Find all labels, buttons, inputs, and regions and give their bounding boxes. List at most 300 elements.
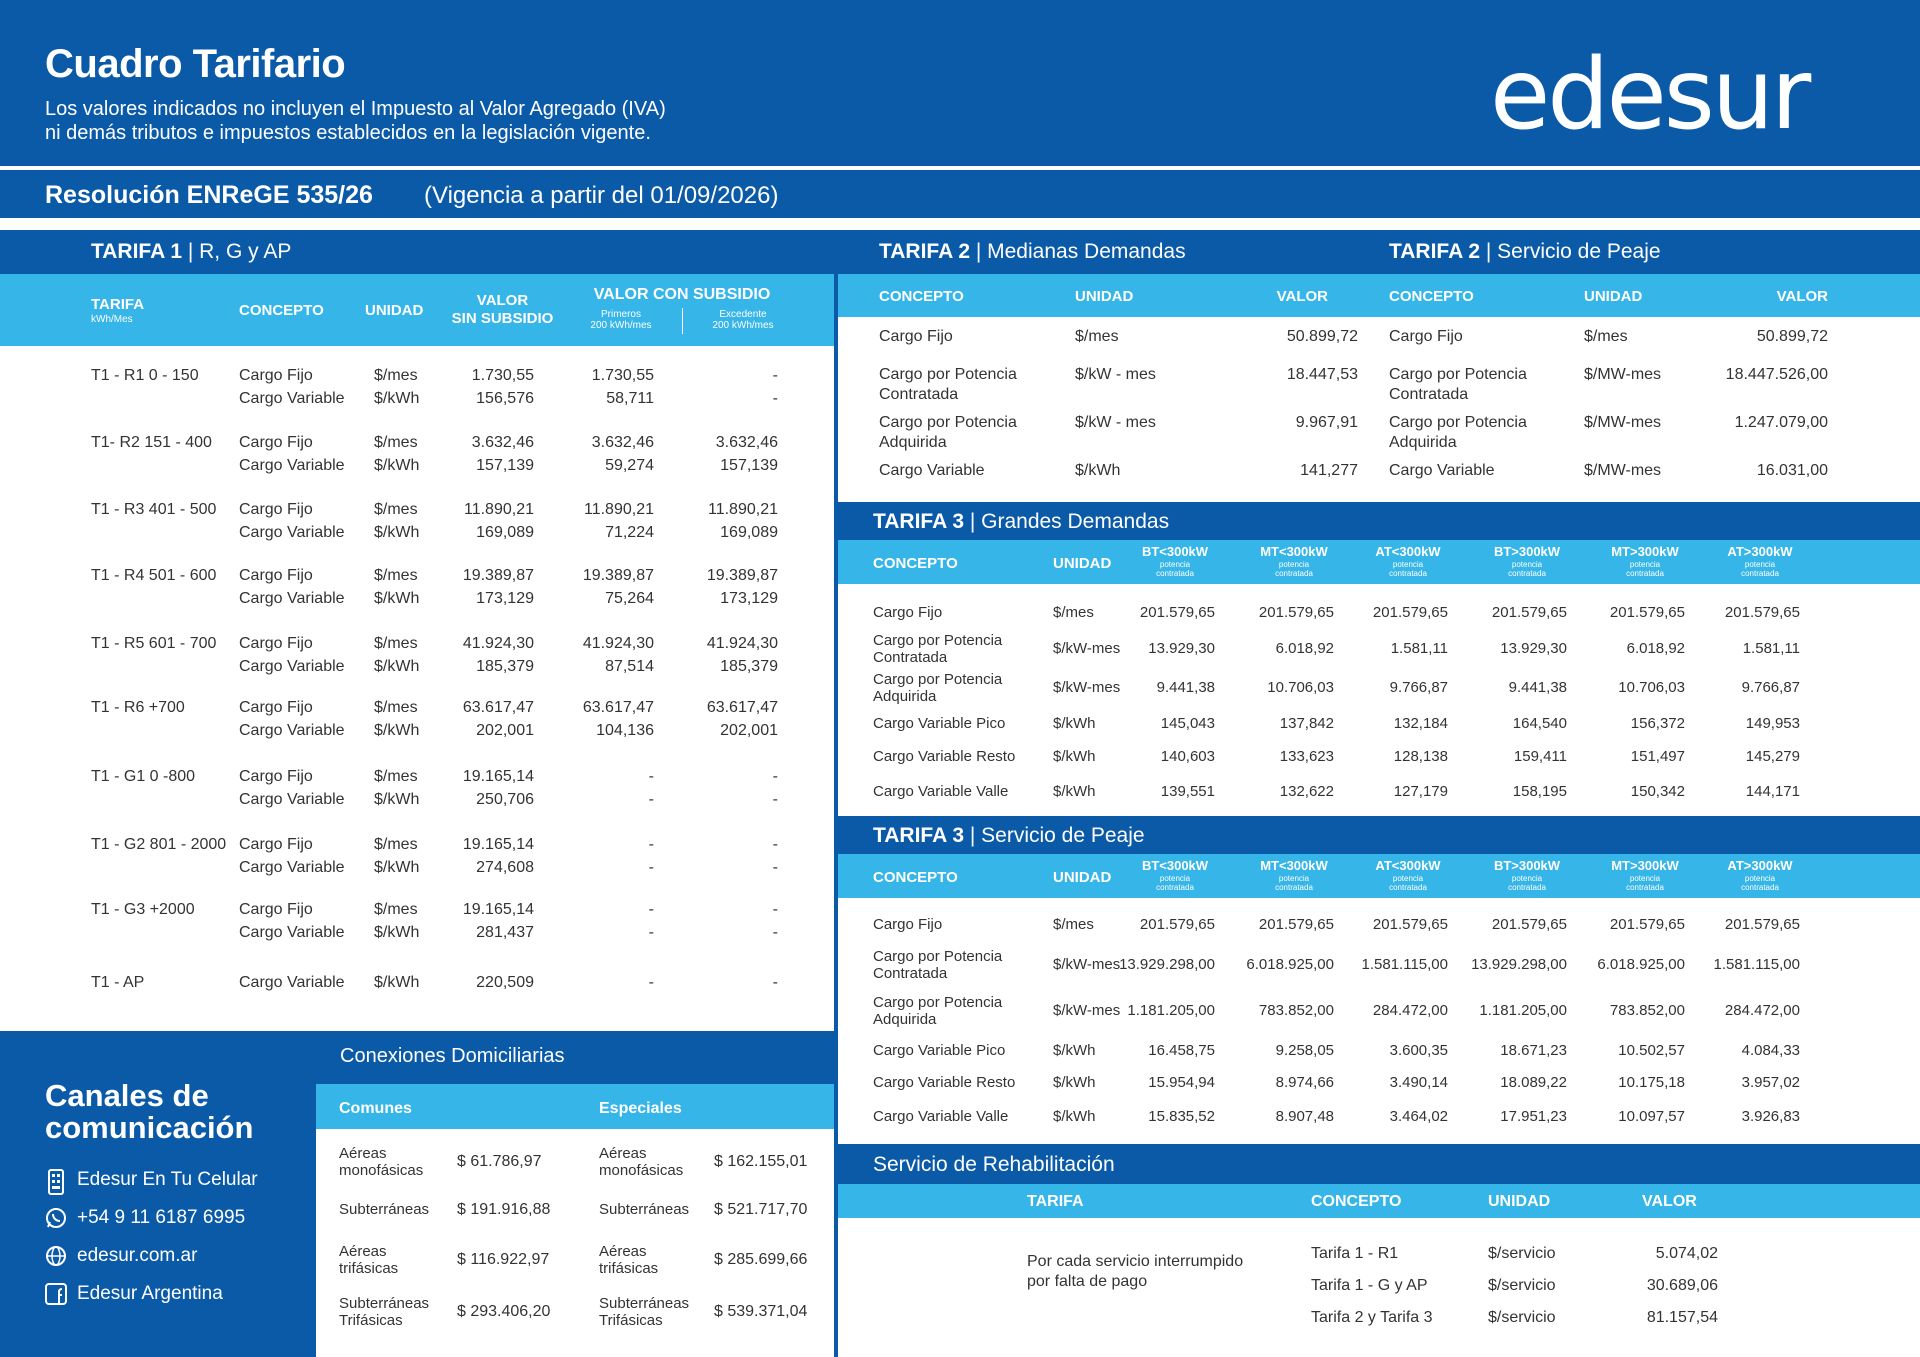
t3-col-at-300kw: AT>300kW [1727,858,1793,873]
t1-row-unidad: $/kWh [374,390,420,407]
t3-row-valor: 9.258,05 [1275,1042,1334,1059]
t3-row-valor: 6.018.925,00 [1246,956,1334,973]
conexion-especial-valor: $ 162.155,01 [714,1153,808,1170]
canal-label: Edesur En Tu Celular [77,1169,258,1190]
t2-row-valor: 18.447,53 [1286,366,1358,383]
t3-col-sub: potencia contratada [1389,874,1427,892]
rehab-row-valor: 30.689,06 [1646,1277,1718,1294]
tarifa3-grandes-header-row [838,540,1920,584]
t3-row-unidad: $/kW-mes [1053,640,1121,657]
t2-row-valor: 50.899,72 [1756,328,1828,345]
t3-row-valor: 10.175,18 [1618,1074,1685,1091]
t3-row-valor: 4.084,33 [1741,1042,1800,1059]
t3-col-mt-300kw: MT>300kW [1611,858,1679,873]
conexion-especial-tipo: Aéreas trifásicas [599,1243,659,1277]
conexion-especial-valor: $ 285.699,66 [714,1251,808,1268]
t3-row-valor: 1.581.115,00 [1713,956,1800,973]
t1-row-valor-excedente: 185,379 [720,658,778,675]
t3-row-valor: 1.181.205,00 [1127,1002,1215,1019]
t1-row-concepto: Cargo Variable [239,859,345,876]
t1-row-valor-primeros: - [648,974,654,991]
t3-row-unidad: $/kWh [1053,1042,1096,1059]
t1-row-concepto: Cargo Variable [239,722,345,739]
t1-row-valor-excedente: 173,129 [720,590,778,607]
t3-row-valor: 9.441,38 [1508,679,1567,696]
t1-col-valor: VALOR [476,292,529,309]
t3-row-valor: 132,622 [1279,783,1334,800]
canal-label: +54 9 11 6187 6995 [77,1207,246,1228]
t3-row-valor: 6.018,92 [1275,640,1334,657]
t3-col-sub: potencia contratada [1626,560,1664,578]
t3-col-mt-300kw: MT>300kW [1611,544,1679,559]
t1-row-valor-primeros: - [648,901,654,918]
t1-row-valor-excedente: - [772,974,778,991]
t3-row-valor: 3.490,14 [1389,1074,1448,1091]
t3-row-valor: 15.835,52 [1148,1108,1215,1125]
t2-row-concepto: Cargo por Potencia Contratada [879,366,1017,403]
t2-row-valor: 141,277 [1300,462,1358,479]
t1-row-concepto: Cargo Fijo [239,635,313,652]
t1-row-valor-sin-subsidio: 185,379 [476,658,534,675]
t1-row-valor-primeros: 3.632,46 [591,434,654,451]
t1-col-concepto: CONCEPTO [239,302,324,319]
t3-col-sub: potencia contratada [1508,560,1546,578]
t1-row-concepto: Cargo Fijo [239,699,313,716]
conexion-especial-valor: $ 539.371,04 [714,1303,808,1320]
t1-row-unidad: $/mes [374,901,418,918]
t1-row-valor-excedente: - [772,836,778,853]
t1-col-tarifa: TARIFA [91,296,145,313]
t1-row-concepto: Cargo Variable [239,791,345,808]
t2-row-concepto: Cargo Fijo [1389,328,1463,345]
t3-row-valor: 9.766,87 [1741,679,1800,696]
t2-row-valor: 50.899,72 [1286,328,1358,345]
t1-col-primeros: Primeros 200 kWh/mes [590,309,652,331]
t3-row-concepto: Cargo Variable Resto [873,1074,1016,1091]
t3-row-unidad: $/kWh [1053,1074,1096,1091]
canal-label: Edesur Argentina [77,1283,223,1304]
t3-row-valor: 18.671,23 [1500,1042,1567,1059]
rehab-header-row [838,1184,1920,1218]
t3-row-valor: 151,497 [1630,748,1685,765]
rehab-row-unidad: $/servicio [1488,1309,1556,1326]
tarifa3-grandes-table-body [838,584,1920,816]
t2-row-unidad: $/kW - mes [1075,366,1156,383]
rehab-row-tarifa: Tarifa 1 - G y AP [1311,1277,1428,1294]
t2m-col-unidad: UNIDAD [1075,288,1134,305]
t3-row-concepto: Cargo por Potencia Contratada [873,948,1003,982]
t1-row-tarifa: T1 - G3 +2000 [91,901,195,918]
t1-row-unidad: $/kWh [374,658,420,675]
t1-col-excedente: Excedente 200 kWh/mes [712,309,774,331]
canal-item[interactable] [45,1241,197,1271]
t3-row-valor: 10.706,03 [1618,679,1685,696]
t1-row-valor-sin-subsidio: 157,139 [476,457,534,474]
t2-row-concepto: Cargo Fijo [879,328,953,345]
conexion-comun-valor: $ 116.922,97 [457,1251,550,1268]
t1-row-unidad: $/mes [374,567,418,584]
rehab-row-tarifa: Tarifa 1 - R1 [1311,1245,1399,1262]
t3-row-valor: 201.579,65 [1372,604,1448,621]
t2-row-concepto: Cargo por Potencia Adquirida [1389,414,1527,451]
t3-row-valor: 201.579,65 [1258,604,1334,621]
t1-row-valor-primeros: 1.730,55 [591,367,654,384]
rehab-title: Servicio de Rehabilitación [873,1153,1115,1176]
t1-row-unidad: $/kWh [374,590,420,607]
t3-row-concepto: Cargo por Potencia Contratada [873,632,1003,666]
t3-row-concepto: Cargo Variable Resto [873,748,1016,765]
conexiones-col-especiales: Especiales [599,1100,682,1117]
t1-row-unidad: $/kWh [374,791,420,808]
t1-row-valor-excedente: 169,089 [720,524,778,541]
t1-row-unidad: $/mes [374,367,418,384]
t1-row-valor-sin-subsidio: 19.165,14 [462,836,534,853]
t2-row-concepto: Cargo por Potencia Contratada [1389,366,1527,403]
t2-row-valor: 1.247.079,00 [1734,414,1828,431]
t2-row-valor: 18.447.526,00 [1725,366,1828,383]
tarifa2-table-body [838,317,1920,502]
t1-row-tarifa: T1 - AP [91,974,145,991]
t1-row-valor-sin-subsidio: 250,706 [476,791,534,808]
t3-col-bt-300kw: BT<300kW [1141,544,1209,559]
tarifa3-peaje-header-row [838,854,1920,898]
edesur-logo: edesur [1490,38,1809,152]
t3-row-valor: 201.579,65 [1491,604,1567,621]
tarifa1-table-body [0,346,834,1031]
rehab-row-tarifa: Tarifa 2 y Tarifa 3 [1311,1309,1433,1326]
t3-row-unidad: $/kW-mes [1053,679,1121,696]
t3-row-valor: 13.929.298,00 [1119,956,1215,973]
t1-row-tarifa: T1 - R6 +700 [91,699,185,716]
t1-row-concepto: Cargo Variable [239,924,345,941]
conexion-comun-valor: $ 191.916,88 [457,1201,551,1218]
tarifa3-peaje-title-bar [838,816,1920,854]
t2-row-unidad: $/MW-mes [1584,462,1662,479]
t3-col-bt-300kw: BT>300kW [1493,858,1561,873]
t1-row-concepto: Cargo Fijo [239,901,313,918]
t1-row-valor-sin-subsidio: 19.165,14 [462,901,534,918]
t1-row-valor-primeros: 63.617,47 [582,699,654,716]
phone-icon [45,1169,67,1191]
t1-row-valor-primeros: 87,514 [605,658,654,675]
t1-row-valor-excedente: - [772,791,778,808]
t3-row-valor: 139,551 [1160,783,1215,800]
t1-row-valor-excedente: 11.890,21 [708,501,778,518]
t3-row-valor: 164,540 [1512,715,1567,732]
t2-row-unidad: $/kWh [1075,462,1121,479]
t3-row-valor: 201.579,65 [1139,916,1215,933]
t1-row-concepto: Cargo Variable [239,390,345,407]
t1-row-unidad: $/kWh [374,859,420,876]
t1-col-valor-sin-subsidio: SIN SUBSIDIO [451,310,554,327]
conexiones-col-comunes: Comunes [339,1100,412,1117]
t3-row-valor: 6.018.925,00 [1597,956,1685,973]
t3-row-unidad: $/kWh [1053,783,1096,800]
t1-row-concepto: Cargo Variable [239,974,345,991]
t3-col-sub: potencia contratada [1156,874,1194,892]
t1-row-valor-excedente: 3.632,46 [715,434,778,451]
globe-icon [45,1245,67,1267]
t3-col-concepto: CONCEPTO [873,869,958,886]
t3-row-valor: 159,411 [1513,748,1567,765]
conexion-comun-valor: $ 293.406,20 [457,1303,551,1320]
t2-row-concepto: Cargo Variable [1389,462,1495,479]
t3-row-valor: 201.579,65 [1139,604,1215,621]
t1-row-valor-sin-subsidio: 19.165,14 [462,768,534,785]
t2-row-concepto: Cargo Variable [879,462,985,479]
t3-col-sub: potencia contratada [1389,560,1427,578]
t3-row-valor: 783.852,00 [1609,1002,1685,1019]
t1-row-valor-primeros: 59,274 [605,457,654,474]
t1-row-valor-excedente: - [772,859,778,876]
t3-row-valor: 201.579,65 [1609,916,1685,933]
t3-col-sub: potencia contratada [1626,874,1664,892]
t3-row-valor: 1.581,11 [1742,640,1800,657]
conexion-comun-tipo: Subterráneas [339,1201,430,1218]
t1-row-concepto: Cargo Variable [239,658,345,675]
t3-col-bt-300kw: BT<300kW [1141,858,1209,873]
rehab-title-bar [838,1144,1920,1184]
t1-row-valor-sin-subsidio: 173,129 [476,590,534,607]
t3-row-valor: 9.766,87 [1389,679,1448,696]
tarifa1-title: TARIFA 1 | R, G y AP [91,240,292,263]
t1-row-valor-primeros: 41.924,30 [582,635,654,652]
t3-row-valor: 17.951,23 [1500,1108,1567,1125]
page-subtitle-line1: Los valores indicados no incluyen el Impuesto al Valor Agregado (IVA) [45,98,666,120]
t3-row-valor: 8.907,48 [1275,1108,1334,1125]
t1-row-unidad: $/mes [374,635,418,652]
rehab-table-body [838,1218,1920,1357]
t1-row-valor-excedente: - [772,768,778,785]
t1-row-valor-primeros: - [648,768,654,785]
t1-row-concepto: Cargo Fijo [239,434,313,451]
tarifa3-grandes-title: TARIFA 3 | Grandes Demandas [873,510,1170,533]
t3-col-unidad: UNIDAD [1053,555,1112,572]
t2p-col-concepto: CONCEPTO [1389,288,1474,305]
conexion-comun-tipo: Aéreas monofásicas [339,1145,424,1179]
t1-row-valor-sin-subsidio: 3.632,46 [471,434,534,451]
t2-row-valor: 9.967,91 [1295,414,1358,431]
tarifa2-header-row [838,274,1920,317]
t3-row-valor: 8.974,66 [1275,1074,1334,1091]
t1-row-valor-primeros: 58,711 [606,390,654,407]
t2m-col-valor: VALOR [1276,288,1328,305]
rehab-row-valor: 5.074,02 [1655,1245,1718,1262]
t1-row-concepto: Cargo Fijo [239,836,313,853]
t3-row-concepto: Cargo Variable Pico [873,715,1006,732]
t1-row-valor-primeros: 11.890,21 [584,501,654,518]
t1-row-valor-sin-subsidio: 281,437 [476,924,534,941]
t3-col-mt-300kw: MT<300kW [1260,858,1328,873]
t1-row-concepto: Cargo Fijo [239,768,313,785]
t1-row-unidad: $/kWh [374,722,420,739]
t3-row-valor: 201.579,65 [1372,916,1448,933]
t1-row-valor-sin-subsidio: 169,089 [476,524,534,541]
t1-row-valor-primeros: - [648,859,654,876]
t3-row-valor: 128,138 [1393,748,1448,765]
t3-row-valor: 1.581,11 [1390,640,1448,657]
t1-row-unidad: $/kWh [374,524,420,541]
t2m-col-concepto: CONCEPTO [879,288,964,305]
whatsapp-icon [45,1207,67,1229]
t1-row-valor-excedente: - [772,367,778,384]
conexion-especial-valor: $ 521.717,70 [714,1201,808,1218]
rehab-row-valor: 81.157,54 [1646,1309,1718,1326]
t1-row-tarifa: T1 - R3 401 - 500 [91,501,217,518]
t1-row-valor-excedente: 202,001 [720,722,778,739]
t3-row-valor: 3.957,02 [1741,1074,1800,1091]
t2p-col-unidad: UNIDAD [1584,288,1643,305]
t3-col-sub: potencia contratada [1508,874,1546,892]
t1-row-concepto: Cargo Variable [239,457,345,474]
t1-row-tarifa: T1 - R4 501 - 600 [91,567,217,584]
t1-row-valor-sin-subsidio: 1.730,55 [471,367,534,384]
conexiones-title: Conexiones Domiciliarias [340,1045,565,1067]
t2-row-valor: 16.031,00 [1756,462,1828,479]
t3-row-concepto: Cargo Variable Valle [873,1108,1009,1125]
t3-row-valor: 150,342 [1630,783,1685,800]
t1-col-unidad: UNIDAD [365,302,424,319]
t3-row-valor: 201.579,65 [1491,916,1567,933]
t3-col-at-300kw: AT<300kW [1375,858,1441,873]
t3-row-valor: 1.181.205,00 [1479,1002,1567,1019]
t3-row-valor: 10.706,03 [1267,679,1334,696]
facebook-icon [45,1283,67,1305]
t1-row-valor-sin-subsidio: 19.389,87 [462,567,534,584]
t1-row-unidad: $/kWh [374,974,420,991]
t1-row-unidad: $/mes [374,434,418,451]
page-title: Cuadro Tarifario [45,42,346,86]
t3-row-concepto: Cargo por Potencia Adquirida [873,671,1003,705]
conexion-especial-tipo: Subterráneas Trifásicas [599,1295,690,1329]
t3-col-at-300kw: AT>300kW [1727,544,1793,559]
t3-row-valor: 158,195 [1512,783,1567,800]
t3-row-unidad: $/kWh [1053,715,1096,732]
page-subtitle-line2: ni demás tributos e impuestos establecidos en la legislación vigente. [45,122,651,144]
t1-row-tarifa: T1 - R5 601 - 700 [91,635,217,652]
t3-row-valor: 13.929,30 [1500,640,1567,657]
tarifa2-peaje-title: TARIFA 2 | Servicio de Peaje [1389,240,1661,263]
t3-row-valor: 13.929.298,00 [1471,956,1567,973]
resolution-validity: (Vigencia a partir del 01/09/2026) [424,182,779,209]
tarifa3-peaje-title: TARIFA 3 | Servicio de Peaje [873,824,1145,847]
t3-row-valor: 145,279 [1745,748,1800,765]
t3-row-concepto: Cargo por Potencia Adquirida [873,994,1003,1028]
t1-row-valor-primeros: 104,136 [596,722,654,739]
t1-col-tarifa-sub: kWh/Mes [91,314,133,325]
t1-col-con-subsidio: VALOR CON SUBSIDIO [593,286,771,303]
t1-row-unidad: $/mes [374,768,418,785]
t3-row-unidad: $/kW-mes [1053,1002,1121,1019]
t1-row-valor-excedente: 19.389,87 [706,567,778,584]
t1-row-valor-sin-subsidio: 274,608 [476,859,534,876]
t3-row-valor: 9.441,38 [1156,679,1215,696]
t3-row-valor: 3.926,83 [1741,1108,1800,1125]
canal-item[interactable] [45,1203,245,1233]
t3-col-sub: potencia contratada [1156,560,1194,578]
t3-row-valor: 201.579,65 [1724,916,1800,933]
t1-row-tarifa: T1 - G2 801 - 2000 [91,836,227,853]
t1-row-concepto: Cargo Fijo [239,367,313,384]
t3-row-concepto: Cargo Fijo [873,604,943,621]
canal-item[interactable] [45,1165,258,1195]
t3-row-unidad: $/kW-mes [1053,956,1121,973]
t1-row-valor-excedente: 41.924,30 [706,635,778,652]
t3-row-valor: 145,043 [1160,715,1215,732]
canales-title: Canales de comunicación [45,1078,254,1145]
t2-row-unidad: $/mes [1075,328,1119,345]
t1-row-concepto: Cargo Variable [239,590,345,607]
t3-row-valor: 133,623 [1279,748,1334,765]
tarifa3-peaje-table-body [838,898,1920,1144]
t3-row-valor: 15.954,94 [1148,1074,1215,1091]
rehab-col-concepto: CONCEPTO [1311,1193,1402,1210]
t3-col-sub: potencia contratada [1275,560,1313,578]
t3-row-concepto: Cargo Variable Pico [873,1042,1006,1059]
t1-row-valor-excedente: - [772,901,778,918]
t2p-col-valor: VALOR [1776,288,1828,305]
t1-row-valor-primeros: - [648,836,654,853]
t2-row-unidad: $/kW - mes [1075,414,1156,431]
t3-row-valor: 201.579,65 [1724,604,1800,621]
rehab-col-tarifa: TARIFA [1027,1193,1084,1210]
t1-row-valor-excedente: - [772,924,778,941]
t1-row-valor-primeros: 71,224 [605,524,654,541]
t2-row-unidad: $/MW-mes [1584,414,1662,431]
t3-col-bt-300kw: BT>300kW [1493,544,1561,559]
conexion-especial-tipo: Aéreas monofásicas [599,1145,684,1179]
t3-col-sub: potencia contratada [1275,874,1313,892]
canal-item[interactable] [45,1279,223,1309]
t3-row-valor: 3.600,35 [1389,1042,1448,1059]
rehab-description: Por cada servicio interrumpido por falta de pago [1027,1253,1244,1290]
t3-row-valor: 10.097,57 [1618,1108,1685,1125]
t1-row-valor-sin-subsidio: 11.890,21 [464,501,534,518]
t3-row-valor: 201.579,65 [1258,916,1334,933]
t3-col-concepto: CONCEPTO [873,555,958,572]
t3-row-valor: 3.464,02 [1389,1108,1448,1125]
t1-row-valor-primeros: 75,264 [605,590,654,607]
rehab-row-unidad: $/servicio [1488,1277,1556,1294]
t2-row-concepto: Cargo por Potencia Adquirida [879,414,1017,451]
t1-row-unidad: $/mes [374,699,418,716]
t3-row-valor: 132,184 [1393,715,1448,732]
t1-row-valor-sin-subsidio: 41.924,30 [462,635,534,652]
t1-row-valor-excedente: - [772,390,778,407]
t1-col-divider [682,308,683,334]
t3-row-unidad: $/mes [1053,916,1094,933]
tarifa2-medianas-title: TARIFA 2 | Medianas Demandas [879,240,1186,263]
conexion-comun-valor: $ 61.786,97 [457,1153,542,1170]
t3-col-sub: potencia contratada [1741,874,1779,892]
t3-row-valor: 10.502,57 [1618,1042,1685,1059]
t1-row-concepto: Cargo Variable [239,524,345,541]
t1-row-valor-primeros: 19.389,87 [582,567,654,584]
rehab-col-unidad: UNIDAD [1488,1193,1551,1210]
t1-row-valor-excedente: 63.617,47 [706,699,778,716]
t3-row-unidad: $/kWh [1053,1108,1096,1125]
tarifa2-title-bar [838,230,1920,274]
t3-row-valor: 137,842 [1279,715,1334,732]
t1-row-tarifa: T1 - R1 0 - 150 [91,367,199,384]
t3-row-unidad: $/mes [1053,604,1094,621]
t1-row-valor-excedente: 157,139 [720,457,778,474]
t3-row-unidad: $/kWh [1053,748,1096,765]
t3-col-mt-300kw: MT<300kW [1260,544,1328,559]
t3-row-valor: 284.472,00 [1372,1002,1448,1019]
t3-col-sub: potencia contratada [1741,560,1779,578]
conexion-especial-tipo: Subterráneas [599,1201,690,1218]
